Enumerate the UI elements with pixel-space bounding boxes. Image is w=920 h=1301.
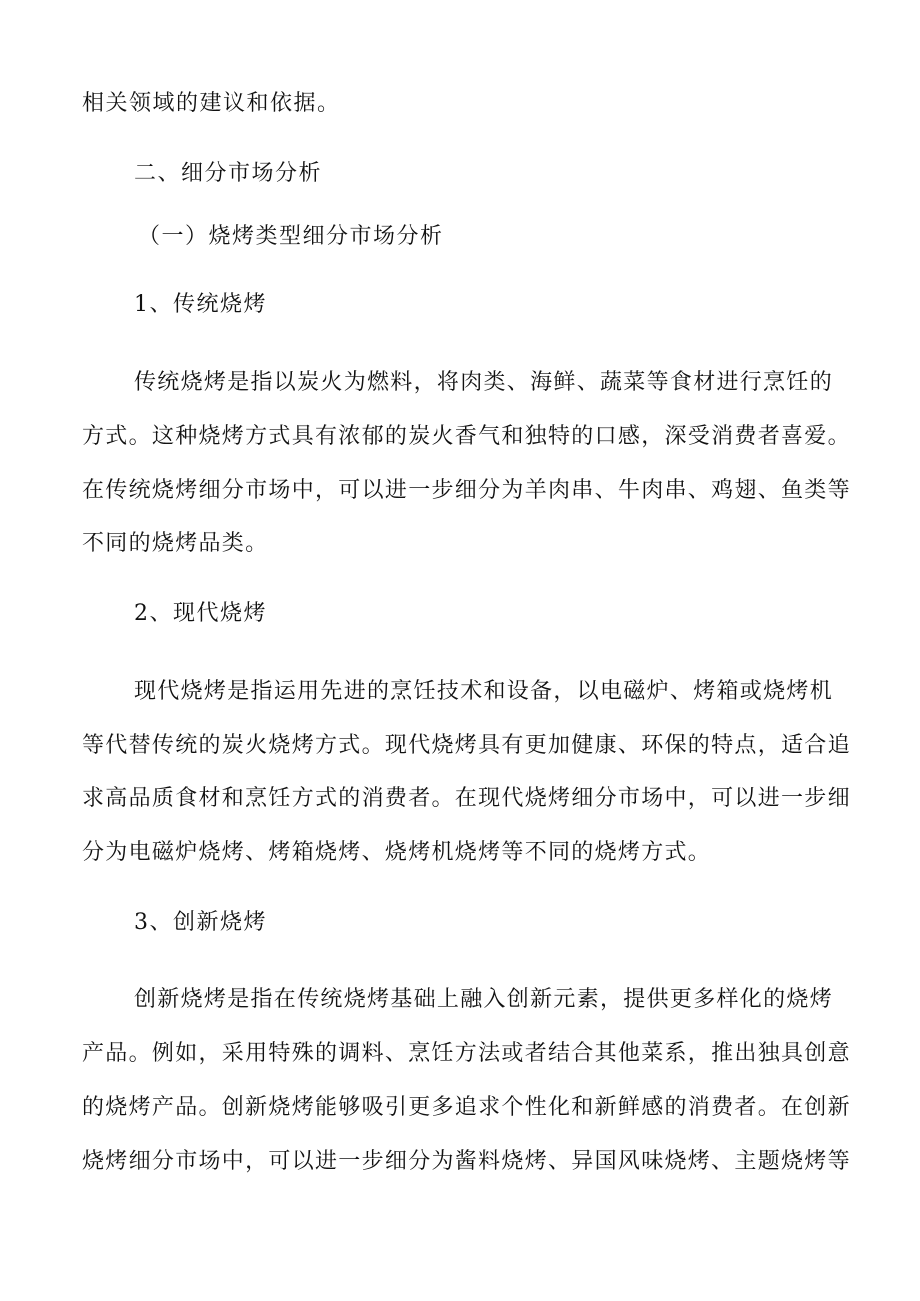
item-heading-modern: 2、现代烧烤 (134, 601, 267, 626)
paragraph-line: 的烧烤产品。创新烧烤能够吸引更多追求个性化和新鲜感的消费者。在创新 (82, 1095, 851, 1120)
paragraph-line: 分为电磁炉烧烤、烤箱烧烤、烧烤机烧烤等不同的烧烤方式。 (82, 840, 712, 865)
item-heading-traditional: 1、传统烧烤 (134, 292, 267, 317)
continuation-text: 相关领域的建议和依据。 (82, 91, 341, 116)
paragraph-line: 创新烧烤是指在传统烧烤基础上融入创新元素，提供更多样化的烧烤 (134, 987, 834, 1012)
section-heading: 二、细分市场分析 (134, 161, 323, 186)
paragraph-line: 传统烧烤是指以炭火为燃料，将肉类、海鲜、蔬菜等食材进行烹饪的 (134, 370, 834, 395)
subsection-heading: （一）烧烤类型细分市场分析 (138, 224, 444, 249)
item-heading-innovative: 3、创新烧烤 (134, 910, 267, 935)
paragraph-line: 在传统烧烤细分市场中，可以进一步细分为羊肉串、牛肉串、鸡翅、鱼类等 (82, 478, 851, 503)
paragraph-line: 等代替传统的炭火烧烤方式。现代烧烤具有更加健康、环保的特点，适合追 (82, 733, 851, 758)
paragraph-line: 烧烤细分市场中，可以进一步细分为酱料烧烤、异国风味烧烤、主题烧烤等 (82, 1149, 851, 1174)
paragraph-line: 现代烧烤是指运用先进的烹饪技术和设备，以电磁炉、烤箱或烧烤机 (134, 679, 834, 704)
paragraph-line: 产品。例如，采用特殊的调料、烹饪方法或者结合其他菜系，推出独具创意 (82, 1041, 851, 1066)
paragraph-line: 不同的烧烤品类。 (82, 531, 269, 556)
paragraph-line: 求高品质食材和烹饪方式的消费者。在现代烧烤细分市场中，可以进一步细 (82, 786, 851, 811)
paragraph-line: 方式。这种烧烤方式具有浓郁的炭火香气和独特的口感，深受消费者喜爱。 (82, 424, 851, 449)
